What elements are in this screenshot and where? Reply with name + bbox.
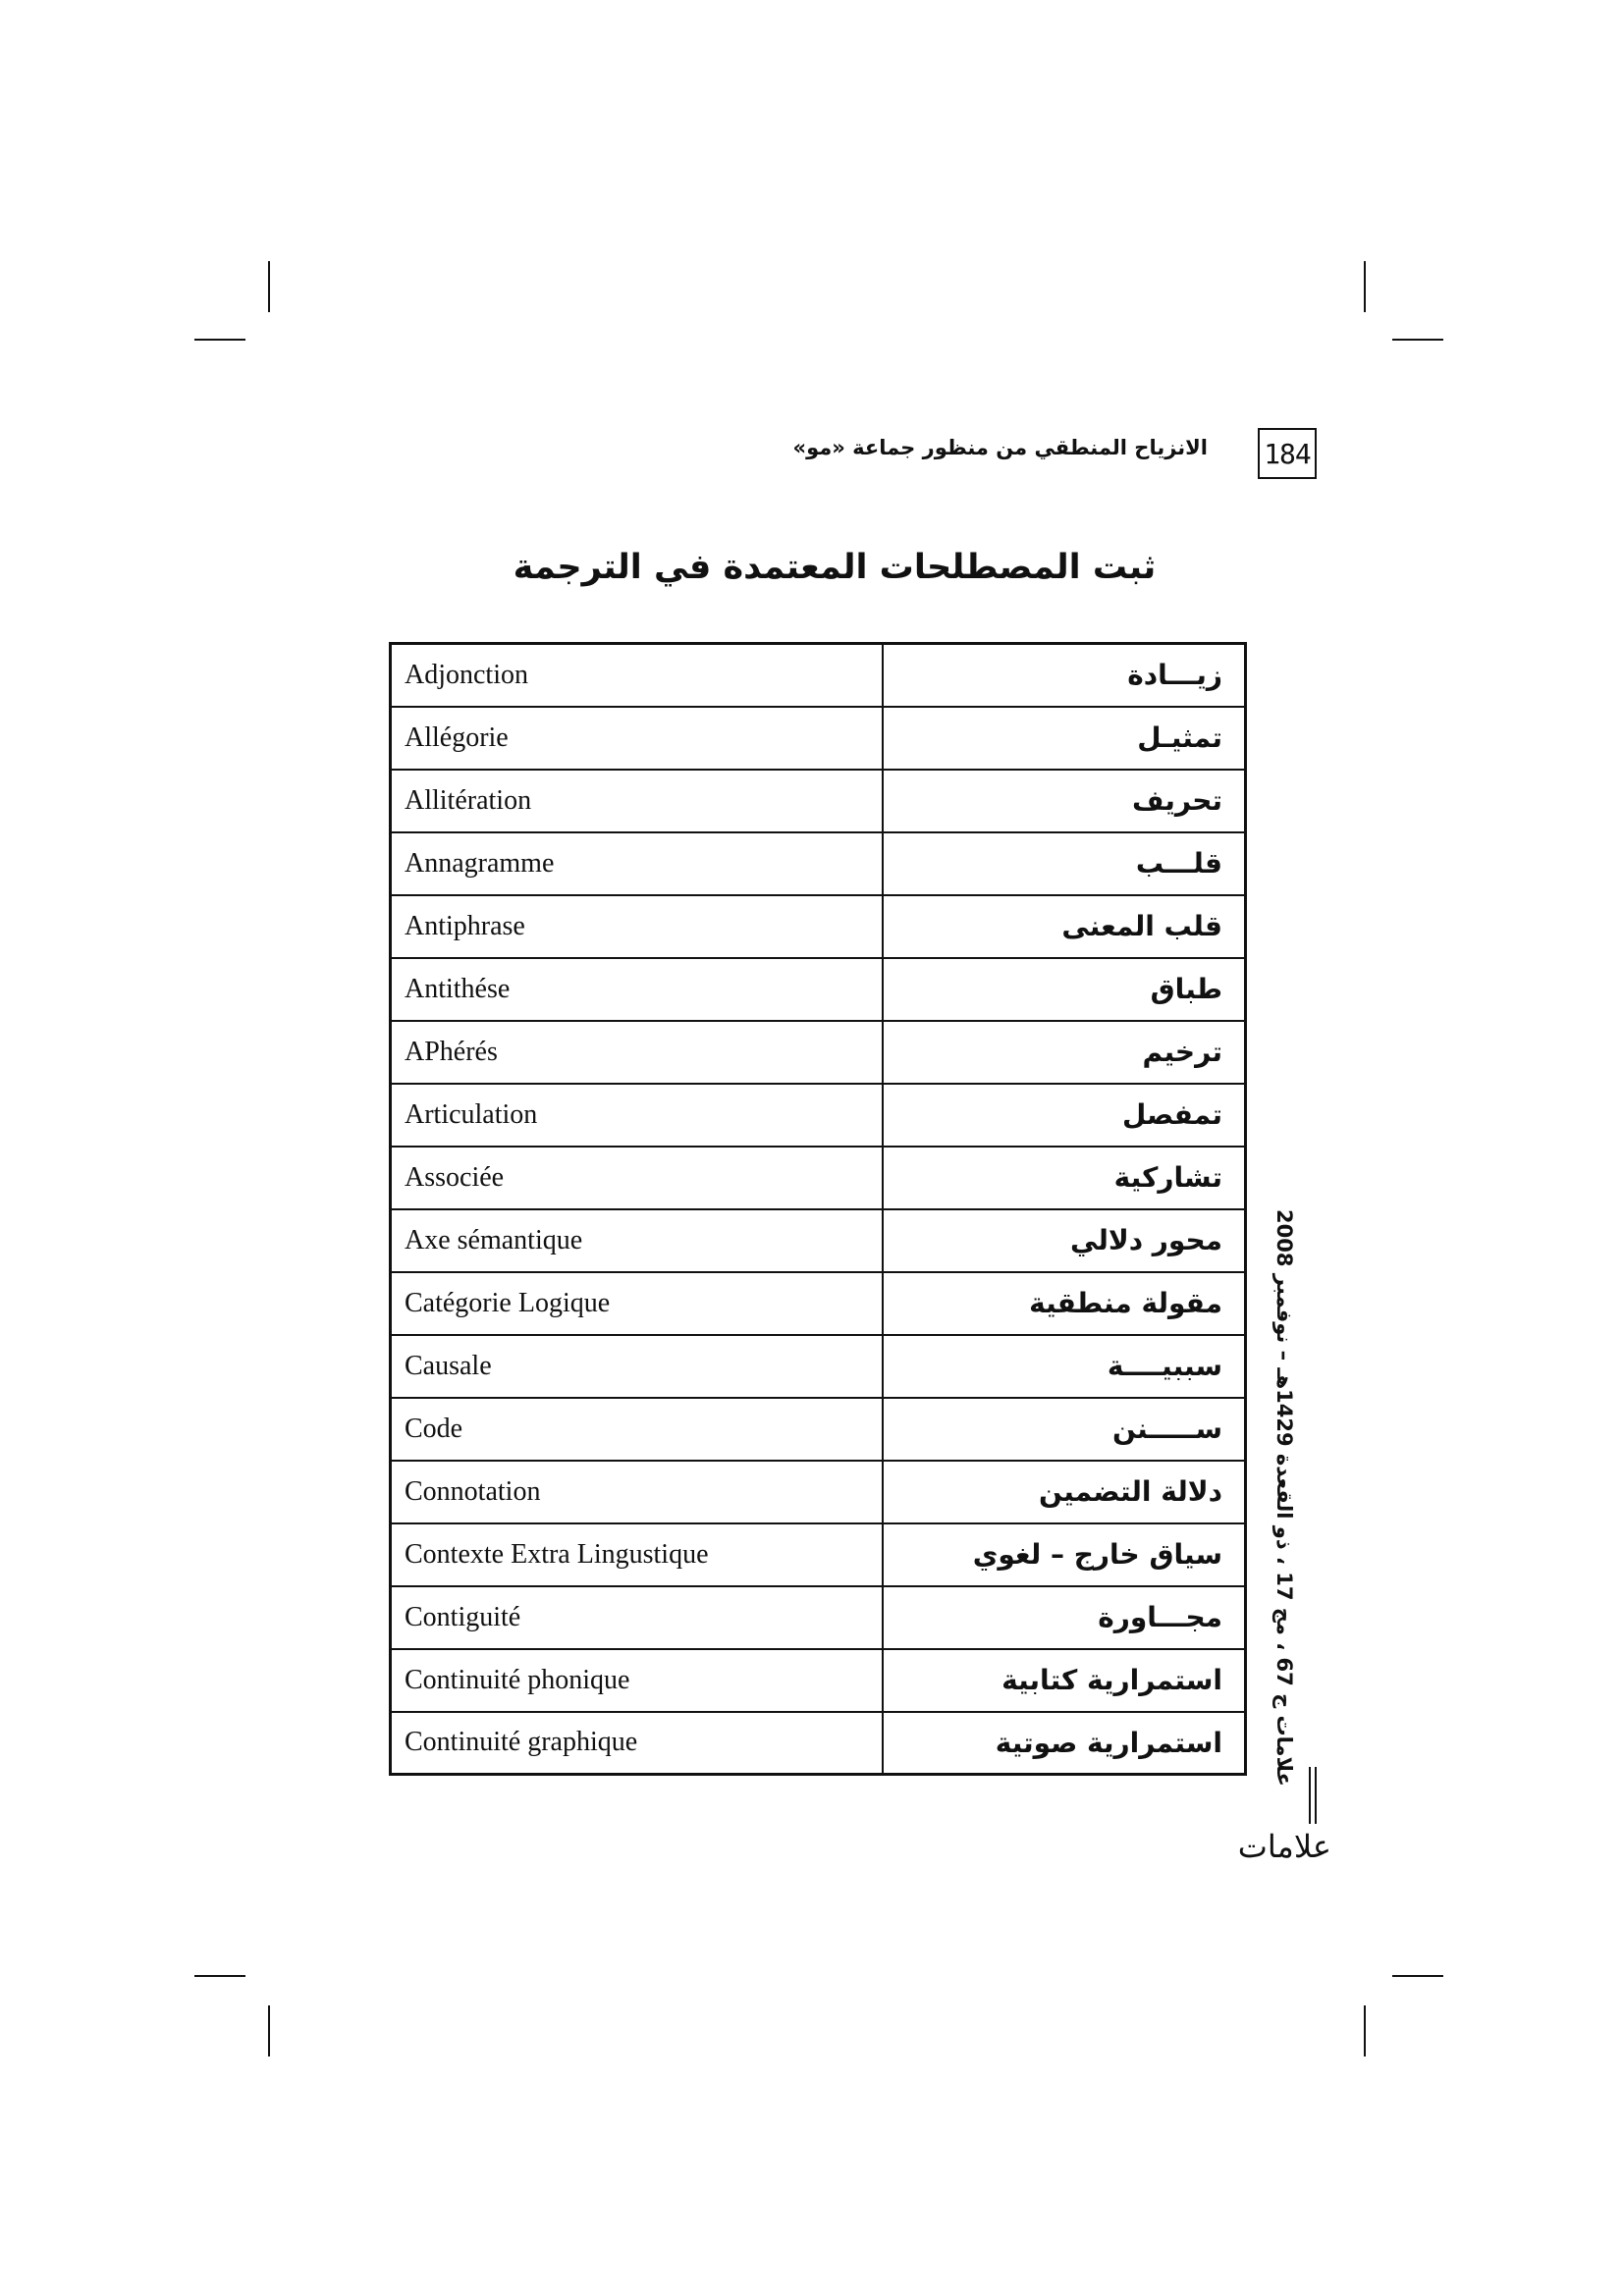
arabic-term: زيـــادة: [883, 644, 1246, 707]
french-term: Antiphrase: [391, 895, 883, 958]
arabic-term: مجـــاورة: [883, 1586, 1246, 1649]
arabic-term: دلالة التضمين: [883, 1461, 1246, 1523]
table-row: [391, 1586, 1246, 1649]
french-term: Allitération: [391, 770, 883, 832]
crop-mark: [1364, 261, 1366, 312]
arabic-term: طباق: [883, 958, 1246, 1021]
arabic-term: ترخيم: [883, 1021, 1246, 1084]
margin-rule: [1315, 1767, 1317, 1824]
table-row: [391, 1461, 1246, 1523]
french-term: Contiguité: [391, 1586, 883, 1649]
table-row: [391, 1649, 1246, 1712]
french-term: Contexte Extra Lingustique: [391, 1523, 883, 1586]
table-row: [391, 644, 1246, 707]
french-term: Associée: [391, 1147, 883, 1209]
arabic-term: استمرارية كتابية: [883, 1649, 1246, 1712]
arabic-term: تمثيـل: [883, 707, 1246, 770]
french-term: Continuité phonique: [391, 1649, 883, 1712]
table-row: [391, 1335, 1246, 1398]
french-term: Causale: [391, 1335, 883, 1398]
table-row: [391, 958, 1246, 1021]
crop-mark: [1392, 339, 1443, 341]
crop-mark: [1364, 2005, 1366, 2056]
arabic-term: سببيــــة: [883, 1335, 1246, 1398]
journal-info: علامات ج 67 ، مج 17 ، ذو القعدة 1429هـ – نوفمبر 2008: [1272, 1209, 1296, 1787]
arabic-term: تشاركية: [883, 1147, 1246, 1209]
french-term: Adjonction: [391, 644, 883, 707]
table-row: [391, 1712, 1246, 1775]
french-term: Antithése: [391, 958, 883, 1021]
table-row: [391, 832, 1246, 895]
arabic-term: محور دلالي: [883, 1209, 1246, 1272]
arabic-term: سياق خارج – لغوي: [883, 1523, 1246, 1586]
french-term: Connotation: [391, 1461, 883, 1523]
arabic-term: استمرارية صوتية: [883, 1712, 1246, 1775]
table-row: [391, 1147, 1246, 1209]
french-term: APhérés: [391, 1021, 883, 1084]
crop-mark: [268, 2005, 270, 2056]
arabic-term: ســـــنن: [883, 1398, 1246, 1461]
arabic-term: قلب المعنى: [883, 895, 1246, 958]
glossary-body: [391, 644, 1246, 1775]
crop-mark: [194, 339, 245, 341]
french-term: Articulation: [391, 1084, 883, 1147]
crop-mark: [268, 261, 270, 312]
french-term: Catégorie Logique: [391, 1272, 883, 1335]
table-row: [391, 770, 1246, 832]
crop-mark: [1392, 1975, 1443, 1977]
french-term: Axe sémantique: [391, 1209, 883, 1272]
table-row: [391, 1084, 1246, 1147]
arabic-term: تحريف: [883, 770, 1246, 832]
french-term: Allégorie: [391, 707, 883, 770]
page-number: 184: [1258, 428, 1317, 479]
page-title: ثبت المصطلحات المعتمدة في الترجمة: [513, 548, 1157, 587]
journal-logo: علامات: [1237, 1828, 1331, 1865]
table-row: [391, 707, 1246, 770]
table-row: [391, 1209, 1246, 1272]
arabic-term: مقولة منطقية: [883, 1272, 1246, 1335]
crop-mark: [194, 1975, 245, 1977]
table-row: [391, 1021, 1246, 1084]
arabic-term: قلـــب: [883, 832, 1246, 895]
table-row: [391, 1398, 1246, 1461]
glossary-table: [389, 642, 1247, 1776]
french-term: Annagramme: [391, 832, 883, 895]
table-row: [391, 895, 1246, 958]
french-term: Code: [391, 1398, 883, 1461]
table-row: [391, 1523, 1246, 1586]
french-term: Continuité graphique: [391, 1712, 883, 1775]
running-title: الانزياح المنطقي من منظور جماعة «مو»: [792, 436, 1208, 459]
arabic-term: تمفصل: [883, 1084, 1246, 1147]
table-row: [391, 1272, 1246, 1335]
margin-rule: [1309, 1767, 1311, 1824]
